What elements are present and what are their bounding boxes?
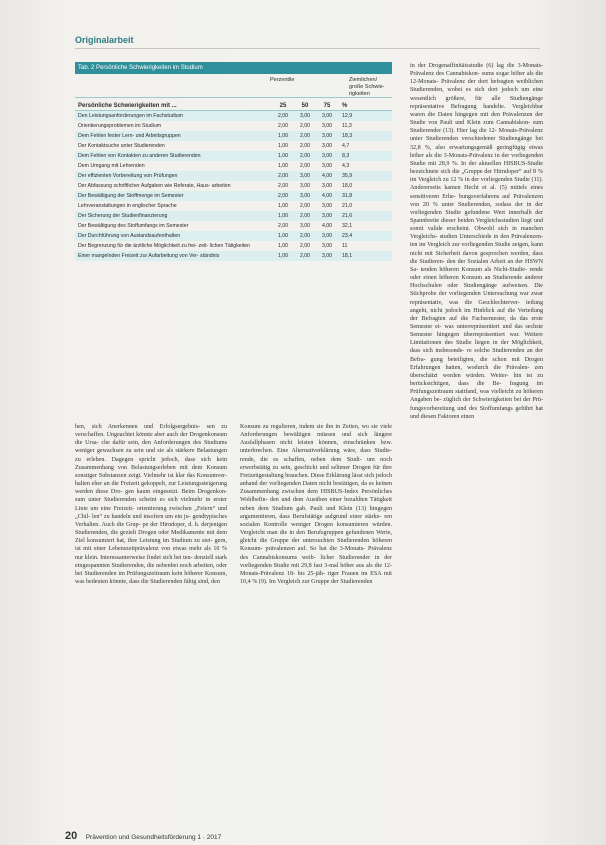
row-p75: 3,00 [321,213,333,219]
section-header [75,30,540,49]
table-row [75,221,392,231]
table-row [75,171,392,181]
row-p50: 2,00 [299,253,311,259]
row-p25: 1,00 [277,133,289,139]
row-pct: 12,9 [342,113,353,119]
row-p50: 2,00 [299,243,311,249]
table-row [75,121,392,131]
row-label: Der Bewältigung des Stoffumfangs im Semester [78,223,189,229]
table-subheader [75,97,392,111]
table-row [75,191,392,201]
row-p75: 3,00 [321,113,333,119]
row-pct: 31,8 [342,193,353,199]
row-p25: 1,00 [277,213,289,219]
row-pct: 18,1 [342,253,353,259]
table-header [75,74,392,97]
subheader-p50: 50 [301,103,309,109]
row-pct: 23,4 [342,233,353,239]
row-label: Den Leistungsanforderungen im Fachstudium [78,113,183,119]
difficulties-table [75,62,392,261]
row-p25: 2,00 [277,223,289,229]
journal-name: Prävention und Gesundheitsförderung 1 · 2017 [85,834,222,841]
section-label: Originalarbeit [75,35,134,45]
table-row [75,111,392,121]
row-label: Der effizienten Vorbereitung von Prüfungen [78,173,178,179]
row-p50: 2,00 [299,153,311,159]
row-pct: 21,6 [342,213,353,219]
row-p25: 2,00 [277,183,289,189]
row-p75: 3,00 [321,233,333,239]
row-pct: 4,7 [342,143,350,149]
table-row [75,241,392,251]
row-p75: 3,00 [321,183,333,189]
table-row [75,251,392,261]
row-pct: 21,0 [342,203,353,209]
row-p50: 3,00 [299,113,311,119]
subheader-p75: 75 [323,103,331,109]
subheader-label: Persönliche Schwierigkeiten mit ... [78,103,177,109]
row-pct: 32,1 [342,223,353,229]
row-p50: 2,00 [299,133,311,139]
row-p25: 1,00 [277,253,289,259]
percentile-header: Perzentile [270,77,295,83]
row-p50: 2,00 [299,123,311,129]
row-p50: 3,00 [299,173,311,179]
row-pct: 18,0 [342,183,353,189]
row-pct: 18,3 [342,133,353,139]
row-p25: 2,00 [277,123,289,129]
row-label: Der Kontaktsuche unter Studierenden [78,143,165,149]
row-p25: 1,00 [277,233,289,239]
text-column-left: hen, sich Anerkennen und Erfolgsergebnis- sen zu verschaffen. Ungeachtet könnte aber auch der Drogenkonsum die Ursa- che dafür sein, den Anforderungen des Studiums weniger gewachsen zu sein und sie als stärkere Belastungen zu erleben. Dagegen spricht jedoch, dass sich kein Zusammenhang von Belastungserleben mit dem Konsum sonstiger Substanzen zeigt. Vielmehr ist klar das Konsumver- halten eher an die Freizeit gekoppelt, zur Leistungssteigerung werden diese Dro- gen kaum eingesetzt. Beim Drogenkon- sum unter Studierenden scheint es sich vielmehr in erster Linie um eine Freizeit- orientierung zwischen „Feiern“ und „Chil- len“ zu handeln und insofern um ein ju- gendtypisches Verhalten. Auch die Grup- pe der Hirndoper, d. h. derjenigen Studierenden, die gezielt Drogen oder Medikamente mit dem Ziel konsumiert hat, ihre Leistung im Studium zu stei- gern, ist mit einer Lebenszeitprävalenz von etwas mehr als 10 % nur klein. Interessanterweise findet sich bei ten- denziell stark eingespannten Studierenden, die nebenbei noch arbeiten, oder bei Studierenden im Prüfungszeitraum kein höherer Konsum, was bedeuten könnte, dass die Studierenden fähig sind, den [75,424,227,585]
page-footer [65,826,535,840]
table-row [75,201,392,211]
row-label: Orientierungsproblemen im Studium [78,123,162,129]
row-p75: 3,00 [321,153,333,159]
row-p25: 1,00 [277,243,289,249]
row-pct: 4,3 [342,163,350,169]
row-pct: 35,9 [342,173,353,179]
row-p25: 1,00 [277,143,289,149]
row-p25: 1,00 [277,203,289,209]
row-p75: 3,00 [321,243,333,249]
row-p75: 3,00 [321,123,333,129]
row-p50: 3,00 [299,193,311,199]
table-row [75,211,392,221]
subheader-p25: 25 [279,103,287,109]
row-p25: 2,00 [277,173,289,179]
row-label: Einer mangelnden Freizeit zur Aufarbeitung von Ver- ständnis [78,253,220,259]
row-p75: 3,00 [321,253,333,259]
table-row [75,231,392,241]
row-p75: 3,00 [321,133,333,139]
table-title: Tab. 2 Persönliche Schwierigkeiten im Studium [75,62,392,74]
row-pct: 11,3 [342,123,352,129]
row-p50: 3,00 [299,183,311,189]
row-p50: 2,00 [299,143,311,149]
page-number: 20 [65,830,78,842]
text-column-middle: Konsum zu regulieren, indem sie ihn in Zeiten, wo sie viele Anforderungen bewältigen müssen und sich längere Ausfallphasen nicht leisten können, einschränken bzw. unterbrechen. Eine Alternativerklärung wäre, dass Studie- rende, die es schaffen, neben dem Studi- um noch erwerbstätig zu sein, geschickt und seltener Drogen für ihre Freizeitgestaltung brauchen. Diese Erklärung lässt sich jedoch anhand der vorliegenden Daten nicht bestätigen, da es keinen Zusammenhang zwischen dem HISBUS-Index Persönliches Wohlbefin- den und dem Ausüben einer bezahlten Tätigkeit neben dem Studium gab. Pauli und Klein (13) hingegen argumentieren, dass Berufstätige aufgrund einer stärke- ren sozialen Kontrolle weniger Drogen konsumieren würden. Vergleicht man die in den Berufsgruppen gefundenen Werte, gleicht die Gruppe der untersuchten Studierenden höheren Konsum- prävalenzen auf. So hat die 3-Monats- Prävalenz des Cannabiskonsums weib- licher Studierender in der vorliegenden Studie mit 29,8 fast 3-mal höher aus als die 12-Monats-Prävalenz 18- bis 25-jäh- riger Frauen im ESA mit 10,4 % (9). Im Vergleich zur Gruppe der Studierenden [240,424,392,585]
row-label: Dem Fehlen von Kontakten zu anderen Studierenden [78,153,201,159]
row-label: Der Bewältigung der Stoffmenge im Semester [78,193,184,199]
row-p75: 3,00 [321,143,333,149]
text-column-right: in der Drogenaffinitätsstudie (6) lag die 3-Monats-Prävalenz des Cannabiskon- sums sogar höher als die 12-Monats- Prävalenz der dort befragten weiblichen Studierenden, wobei es sich dort jedoch um eine wesentlich größere, für alle Studiengänge repräsentative Befragung handelte. Vergleichbar waren die Daten hingegen mit den Prävalenzen der Studie von Pauli und Klein zum Cannabiskon- sum Studierender (13). Hier lag die 12- Monats-Prävalenz unter Studierenden verschiedener Studiengänge bei 32,8 %, also erwartungsgemäß geringfügig etwas höher als die 3-Monats-Prävalenz in der vorliegenden Studie mit 28,9 %. In der aktuellen HISBUS-Studie bezeichnete sich die „Gruppe der Hirndoper“ auf 8 % im Vergleich zu 12 % in der vorliegenden Studie (11). Andererseits kamen Hecht et al. (5) mittels eines sensitiveren Erhe- bungsverfahrens auf Prävalenzen von 20 % unter Studierenden, sodass der in der vorliegenden Studie gefundene Wert innerhalb der Spannbreite dieser beiden Vergleichsstudien liegt und somit valide erscheint. Obwohl sich in manchen Vergleichs- studien Unterschiede in den Prävalenzen- ten im Vergleich zur vorliegenden Studie zeigen, kann nicht mit Sicherheit davon gesprochen werden, dass die Studieren- den der Sozialen Arbeit an der HSWN Sa- tenden höheren Konsum als Nicht-Studie- rende oder einen höheren Konsum an Studierende anderer Hochschulen oder Studiengänge aufweisen. Die Stichprobe der vorliegenden Untersuchung war zwar repräsentativ, was die Geschlechterver- teilung angeht, nicht jedoch im Hinblick auf die Verteilung der Befragten auf die Fachsemester, da das erste Semester et- was unterrepräsentiert und das sechste Semester hingegen überrepräsentiert war. Weitere Limitationen des Studie liegen in der Möglichkeit, dass sich insbesonde- re solche Studierenden an der Befra- gung beteiligten, die schon mit Drogen Erfahrungen hatten, wodurch die Prävalen- zen überschätzt werden würden. Weiter- hin ist zu berücksichtigen, dass die Be- fragung im Prüfungszeitraum stattfand, was vielleicht zu höheren Angaben be- züglich der Schwierigkeiten bei der Prü- fungsvorbereitung und des Stoffumfangs geführt hat und diesen Faktoren einen [410,63,543,420]
row-p75: 3,00 [321,163,333,169]
row-label: Der Durchführung von Auslandsaufenthalten [78,233,181,239]
row-p25: 1,00 [277,153,289,159]
subheader-pct: % [342,103,348,109]
row-p50: 2,00 [299,203,311,209]
row-pct: 8,3 [342,153,350,159]
row-p75: 4,00 [321,193,333,199]
row-pct: 11 [342,243,348,249]
table-row [75,131,392,141]
row-p50: 3,00 [299,223,311,229]
row-p25: 2,00 [277,193,289,199]
row-label: Dem Umgang mit Lehrenden [78,163,145,169]
row-p75: 3,00 [321,203,333,209]
row-p50: 2,00 [299,233,311,239]
row-label: Lehrveranstaltungen in englischer Sprache [78,203,177,209]
row-p50: 2,00 [299,213,311,219]
table-row [75,181,392,191]
table-row [75,161,392,171]
row-p75: 4,00 [321,223,333,229]
row-label: Der Sicherung der Studienfinanzierung [78,213,168,219]
row-label: Der Abfassung schriftlicher Aufgaben wie Referate, Haus- arbeiten [78,183,231,189]
row-p25: 1,00 [277,163,289,169]
row-p50: 2,00 [299,163,311,169]
table-row [75,141,392,151]
row-p25: 2,00 [277,113,289,119]
table-row [75,151,392,161]
row-p75: 4,00 [321,173,333,179]
ratio-header: Ziemlichen/ große Schwie- rigkeiten [349,77,385,97]
row-label: Der Begrenzung für die ärztliche Möglichkeit zu frei- zeit- lichen Tätigkeiten [78,243,251,249]
row-label: Dem Fehlen fester Lern- und Arbeitsgruppen [78,133,181,139]
